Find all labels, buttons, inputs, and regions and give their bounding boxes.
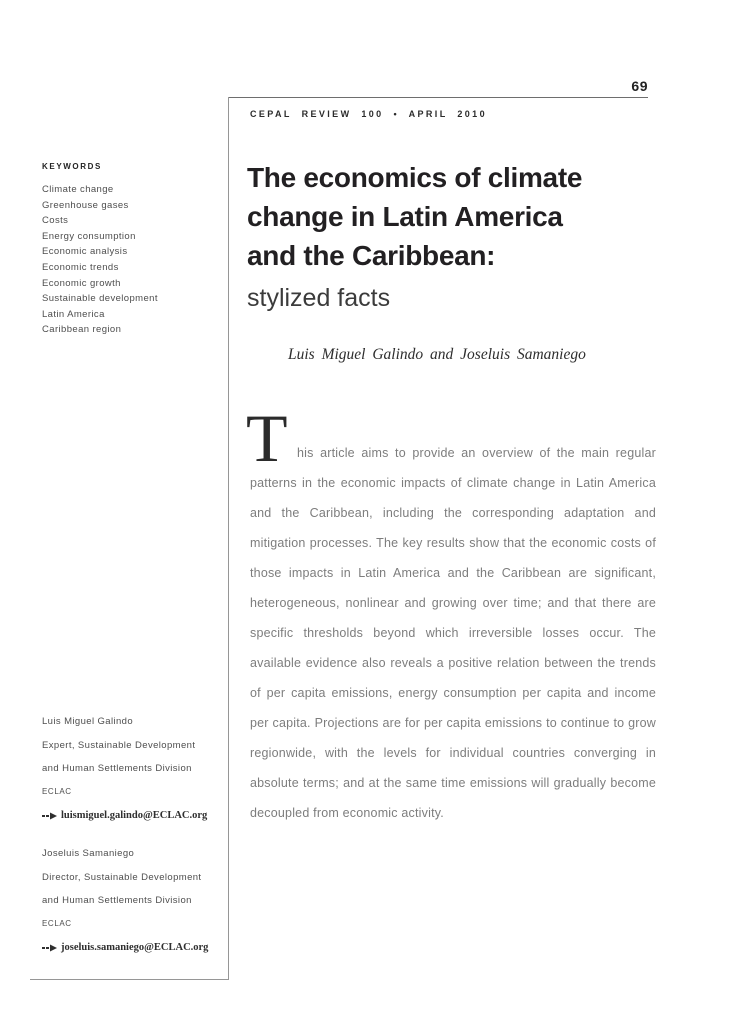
keyword-item: Sustainable development bbox=[42, 293, 158, 305]
keyword-item: Economic analysis bbox=[42, 246, 128, 258]
sidebar-vertical-rule bbox=[228, 97, 229, 980]
article-title-line: The economics of climate bbox=[247, 162, 583, 193]
author-email-line bbox=[42, 810, 228, 821]
keyword-item: Costs bbox=[42, 215, 69, 227]
author-info-name: Joseluis Samaniego bbox=[42, 848, 135, 859]
keywords-label: KEYWORDS bbox=[42, 162, 102, 171]
author-info-role: and Human Settlements Division bbox=[42, 763, 192, 774]
email-arrow-icon bbox=[42, 944, 57, 952]
keyword-item: Latin America bbox=[42, 308, 105, 320]
drop-cap: T bbox=[246, 400, 288, 476]
keywords-block bbox=[42, 162, 222, 338]
article-title-line: and the Caribbean: bbox=[247, 240, 496, 271]
author-email: joseluis.samaniego@ECLAC.org bbox=[61, 942, 209, 953]
keyword-item: Climate change bbox=[42, 184, 114, 195]
author-email: luismiguel.galindo@ECLAC.org bbox=[61, 810, 208, 821]
author-info-block bbox=[42, 716, 228, 821]
author-info-name: Luis Miguel Galindo bbox=[42, 716, 134, 727]
author-info-role: Expert, Sustainable Development bbox=[42, 739, 196, 751]
keyword-item: Energy consumption bbox=[42, 230, 136, 242]
journal-header: CEPAL REVIEW 100 • APRIL 2010 bbox=[250, 109, 487, 119]
page-number: 69 bbox=[631, 78, 648, 94]
author-byline: Luis Miguel Galindo and Joseluis Samaniego bbox=[288, 346, 586, 363]
author-info-org: ECLAC bbox=[42, 786, 72, 796]
article-title-line: change in Latin America bbox=[247, 201, 563, 232]
author-info-block bbox=[42, 848, 228, 953]
author-email-line bbox=[42, 942, 228, 953]
sidebar-bottom-rule bbox=[30, 979, 228, 980]
abstract-paragraph: his article aims to provide an overview of the main regular patterns in the economic impacts of climate change in Latin America and the Caribbean, including the corresponding adaptation and mitigation processes. The key results show that the economic costs of those impacts in Latin America and the Caribbean are significant, heterogeneous, nonlinear and growing over time; and that there are specific thresholds beyond which irreversible losses occur. The available evidence also reveals a positive relation between the trends of per capita emissions, energy consumption per capita and income per capita. Projections are for per capita emissions to continue to grow regionwide, with the levels for individual countries converging in absolute terms; and at the same time emissions will gradually become decoupled from economic activity. bbox=[250, 446, 656, 820]
article-title bbox=[247, 158, 667, 315]
header-rule bbox=[228, 97, 648, 98]
author-info-role: and Human Settlements Division bbox=[42, 895, 192, 906]
keyword-item: Greenhouse gases bbox=[42, 199, 129, 211]
author-info-role: Director, Sustainable Development bbox=[42, 871, 202, 883]
keyword-item: Caribbean region bbox=[42, 324, 122, 336]
author-info-org: ECLAC bbox=[42, 918, 72, 928]
email-arrow-icon bbox=[42, 812, 57, 820]
keyword-item: Economic growth bbox=[42, 277, 121, 289]
keyword-item: Economic trends bbox=[42, 261, 119, 273]
article-subtitle: stylized facts bbox=[247, 284, 391, 312]
